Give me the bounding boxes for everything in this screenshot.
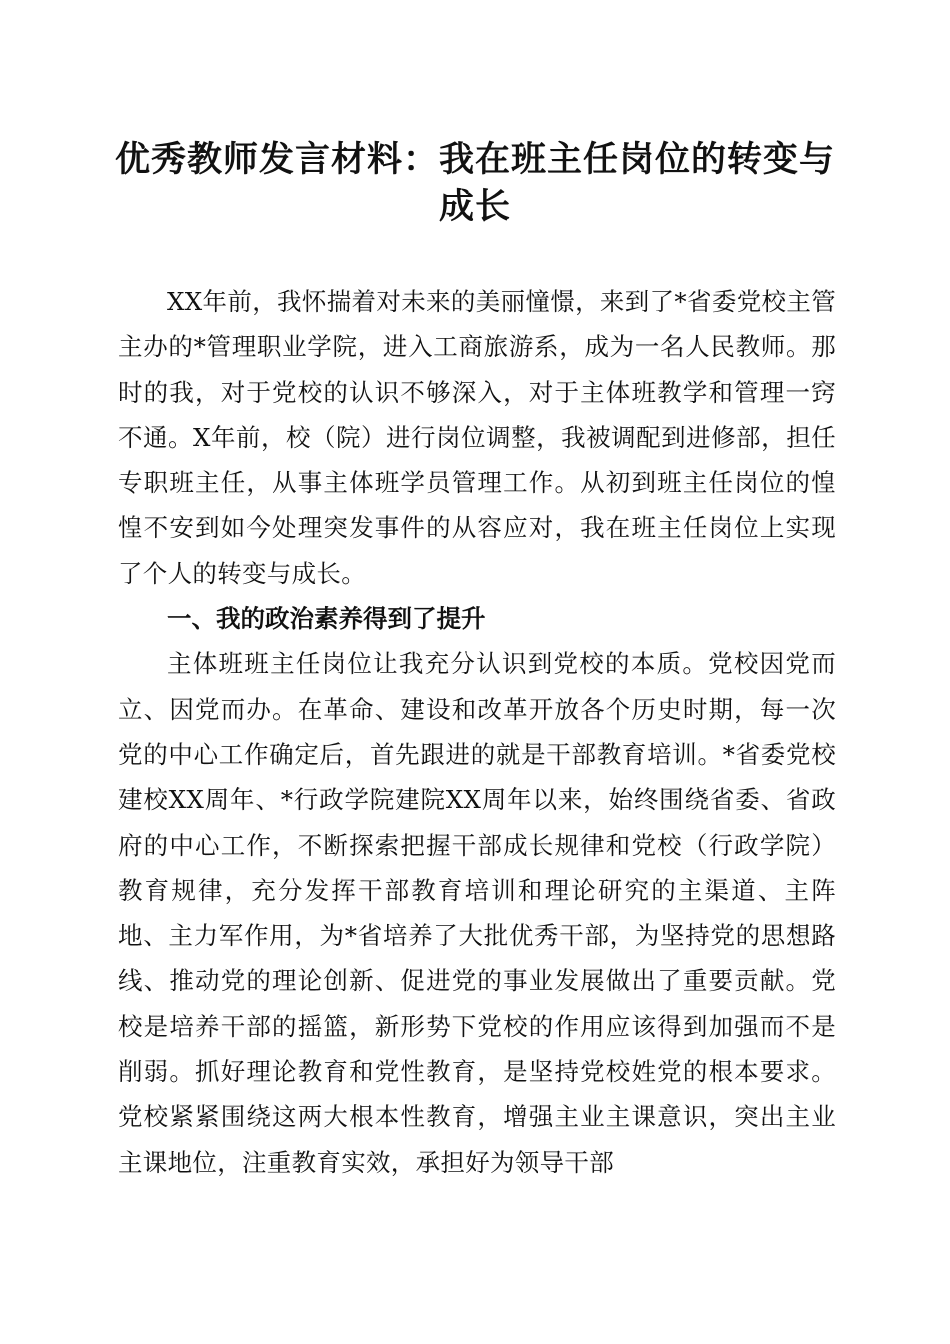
section-heading: 一、我的政治素养得到了提升 — [167, 604, 486, 634]
intro-paragraph: XX年前，我怀揣着对未来的美丽憧憬，来到了*省委党校主管主办的*管理职业学院，进入工商旅游系，成为一名人民教师。那时的我，对于党校的认识不够深入，对于主体班教学和管理一窍不通。X年前，校（院）进行岗位调整，我被调配到进修部，担任专职班主任，从事主体班学员管理工作。从初到班主任岗位的惶惶不安到如今处理突发事件的从容应对，我在班主任岗位上实现了个人的转变与成长。 — [118, 287, 836, 588]
section-paragraph: 主体班班主任岗位让我充分认识到党校的本质。党校因党而立、因党而办。在革命、建设和改革开放各个历史时期，每一次党的中心工作确定后，首先跟进的就是干部教育培训。*省委党校建校XX周年、*行政学院建院XX周年以来，始终围绕省委、省政府的中心工作，不断探索把握干部成长规律和党校（行政学院）教育规律，充分发挥干部教育培训和理论研究的主渠道、主阵地、主力军作用，为*省培养了大批优秀干部，为坚持党的思想路线、推动党的理论创新、促进党的事业发展做出了重要贡献。党校是培养干部的摇篮，新形势下党校的作用应该得到加强而不是削弱。抓好理论教育和党性教育，是坚持党校姓党的根本要求。党校紧紧围绕这两大根本性教育，增强主业主课意识，突出主业主课地位，注重教育实效，承担好为领导干部 — [118, 649, 836, 1177]
document-body — [118, 279, 836, 1185]
document-title: 优秀教师发言材料：我在班主任岗位的转变与成长 — [114, 139, 835, 227]
